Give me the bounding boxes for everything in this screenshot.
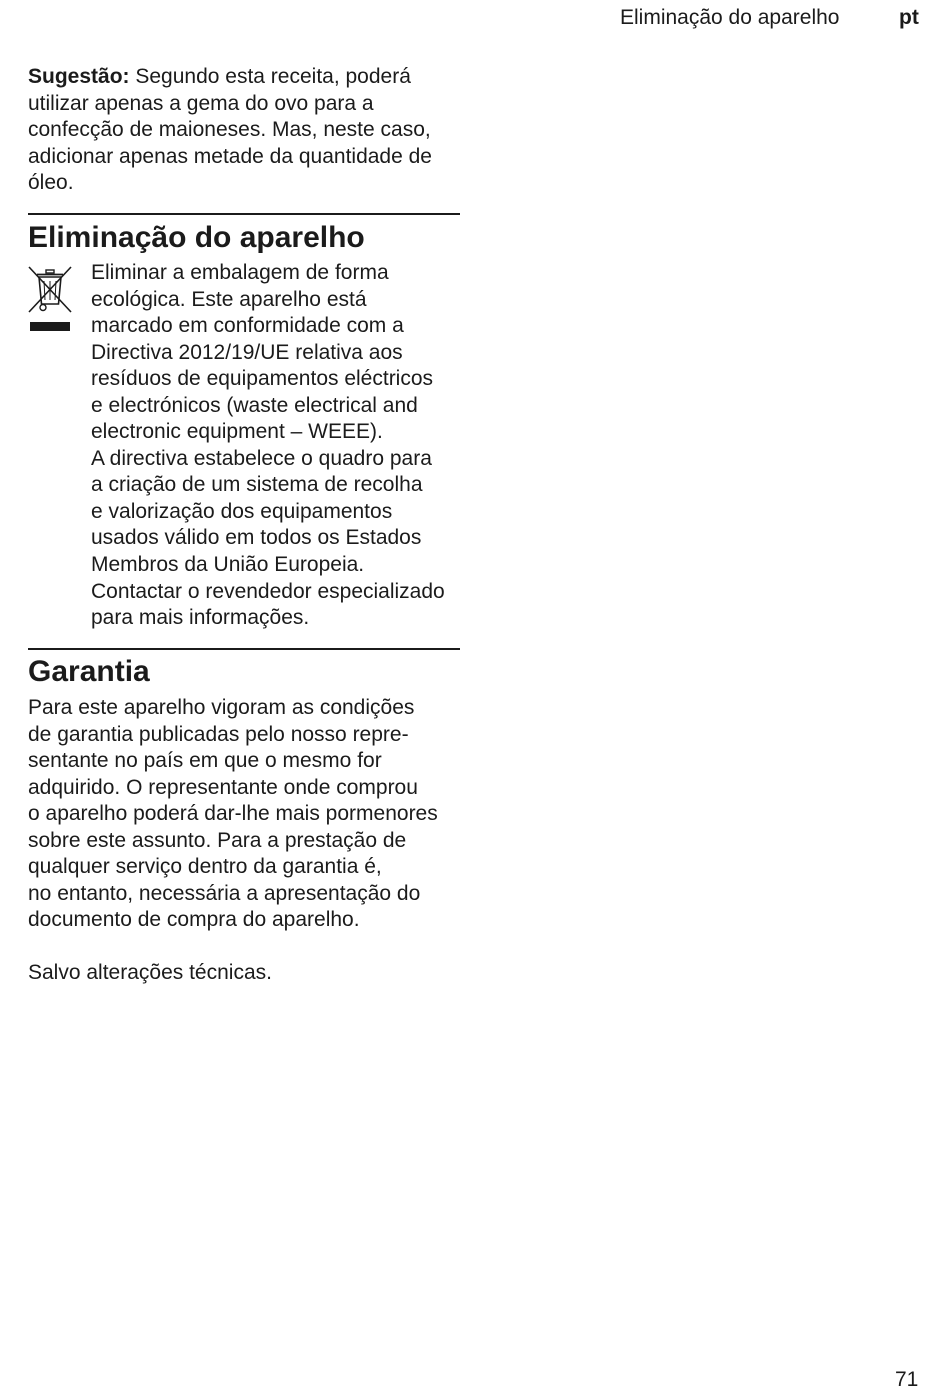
crossed-out-wheelie-bin-icon bbox=[27, 264, 73, 334]
warranty-line: o aparelho poderá dar-lhe mais pormenores bbox=[28, 802, 438, 826]
running-header-title: Eliminação do aparelho bbox=[620, 6, 840, 29]
disposal-line: marcado em conformidade com a bbox=[91, 314, 404, 338]
disposal-line: e electrónicos (waste electrical and bbox=[91, 393, 418, 417]
tip-line: utilizar apenas a gema do ovo para a bbox=[28, 91, 374, 115]
disposal-line: Membros da União Europeia. bbox=[91, 553, 365, 577]
tip-line: adicionar apenas metade da quantidade de bbox=[28, 144, 432, 168]
warranty-line: documento de compra do aparelho. bbox=[28, 908, 360, 932]
warranty-line: no entanto, necessária a apresentação do bbox=[28, 881, 421, 905]
disposal-line: electronic equipment – WEEE). bbox=[91, 420, 383, 444]
warranty-heading: Garantia bbox=[28, 655, 150, 688]
section-divider bbox=[28, 648, 460, 650]
warranty-line: Para este aparelho vigoram as condições bbox=[28, 696, 415, 719]
tip-line bbox=[28, 64, 432, 91]
tip-line: óleo. bbox=[28, 171, 74, 194]
disposal-line: usados válido em todos os Estados bbox=[91, 526, 422, 550]
disposal-line: Eliminar a embalagem de forma bbox=[91, 261, 389, 284]
warranty-line: qualquer serviço dentro da garantia é, bbox=[28, 855, 382, 879]
disposal-line: a criação de um sistema de recolha bbox=[91, 473, 423, 497]
warranty-line: sobre este assunto. Para a prestação de bbox=[28, 828, 407, 852]
disposal-line: Directiva 2012/19/UE relativa aos bbox=[91, 340, 403, 364]
tip-label: Sugestão: bbox=[28, 65, 130, 88]
tip-paragraph bbox=[28, 64, 432, 197]
section-divider bbox=[28, 213, 460, 215]
warranty-line: de garantia publicadas pelo nosso repre- bbox=[28, 722, 409, 746]
disposal-heading: Eliminação do aparelho bbox=[28, 221, 365, 254]
language-code: pt bbox=[899, 6, 919, 29]
warranty-line: sentante no país em que o mesmo for bbox=[28, 749, 382, 773]
page-number: 71 bbox=[895, 1368, 919, 1390]
disposal-line: resíduos de equipamentos eléctricos bbox=[91, 367, 434, 391]
disposal-line: e valorização dos equipamentos bbox=[91, 499, 393, 523]
disposal-line: Contactar o revendedor especializado bbox=[91, 579, 445, 603]
tip-line: confecção de maioneses. Mas, neste caso, bbox=[28, 118, 431, 141]
closing-note: Salvo alterações técnicas. bbox=[28, 961, 272, 984]
disposal-line: para mais informações. bbox=[91, 606, 310, 630]
disposal-paragraph bbox=[91, 260, 445, 632]
warranty-line: adquirido. O representante onde comprou bbox=[28, 775, 418, 799]
warranty-paragraph bbox=[28, 695, 438, 934]
disposal-line: A directiva estabelece o quadro para bbox=[91, 446, 432, 470]
disposal-line: ecológica. Este aparelho está bbox=[91, 287, 367, 311]
tip-text: Segundo esta receita, poderá bbox=[135, 65, 411, 88]
